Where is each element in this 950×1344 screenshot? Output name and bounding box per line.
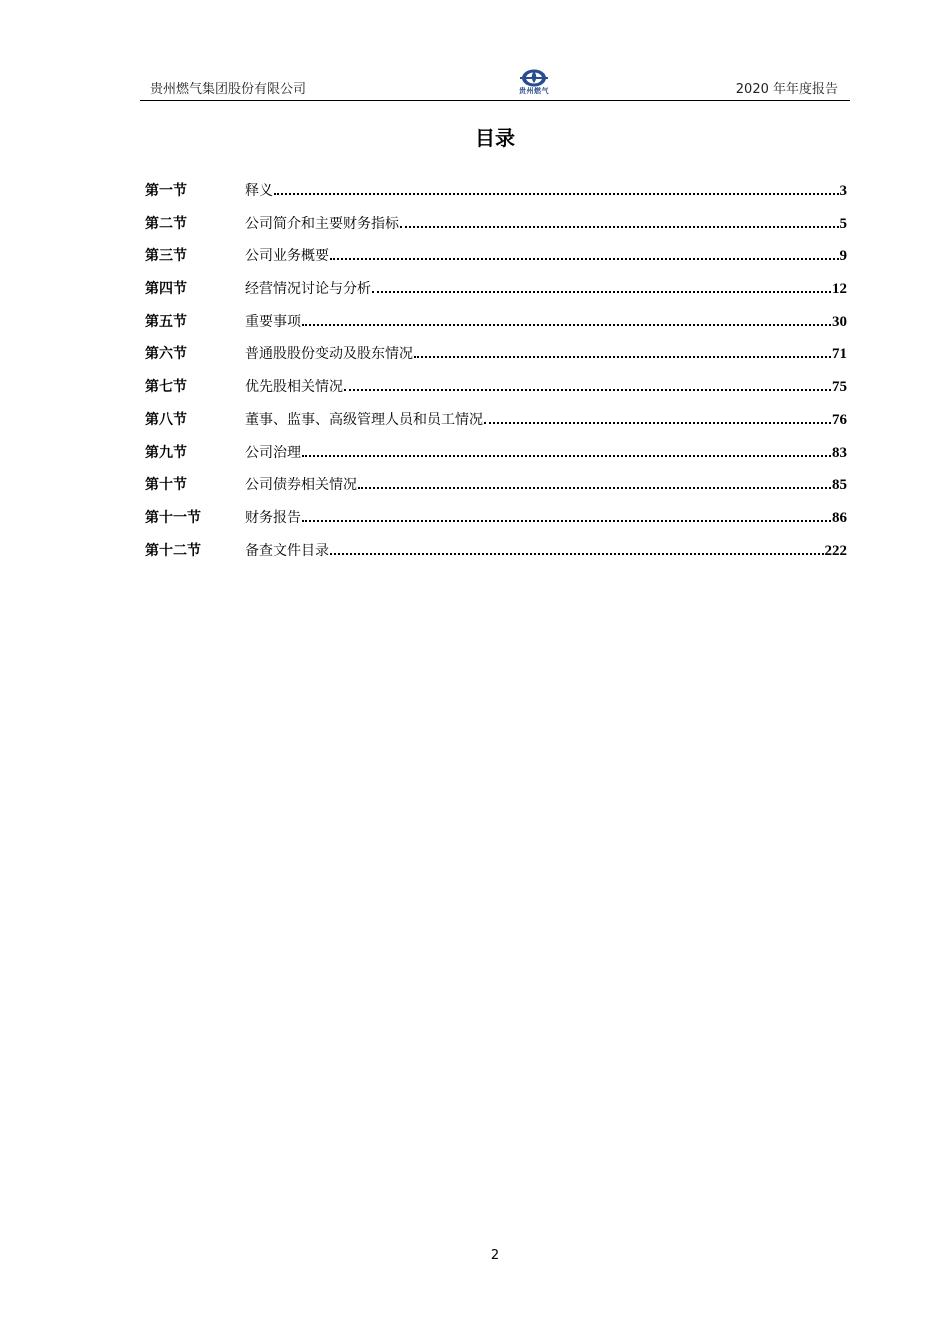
logo-text: 贵州燃气 bbox=[519, 87, 549, 95]
toc-leader-dots bbox=[358, 486, 831, 489]
toc-section-label: 第五节 bbox=[145, 313, 187, 330]
toc-section-label: 第十节 bbox=[145, 477, 187, 494]
toc-page-number: 3 bbox=[839, 183, 847, 199]
toc-entry[interactable] bbox=[145, 409, 847, 442]
toc-page-number: 222 bbox=[824, 542, 847, 559]
toc-section-label: 第七节 bbox=[145, 379, 187, 396]
toc-entry-title: 财务报告 bbox=[245, 509, 301, 526]
toc-leader-dots bbox=[302, 519, 831, 522]
toc-section-label: 第一节 bbox=[145, 183, 187, 199]
toc-section-label: 第四节 bbox=[145, 281, 187, 298]
toc-section-label: 第三节 bbox=[145, 248, 187, 265]
page-header bbox=[140, 66, 850, 101]
toc-leader-dots bbox=[330, 552, 824, 555]
toc-leader-dots bbox=[274, 192, 839, 195]
toc-page-number: 71 bbox=[832, 346, 847, 363]
toc-page-number: 5 bbox=[839, 215, 847, 232]
toc-entry-title: 公司债券相关情况 bbox=[245, 477, 357, 494]
toc-entry-title: 普通股股份变动及股东情况 bbox=[245, 346, 413, 363]
toc-leader-dots bbox=[372, 290, 831, 293]
toc-entry[interactable] bbox=[145, 343, 847, 376]
toc-page-number: 85 bbox=[832, 477, 847, 494]
toc-section-label: 第九节 bbox=[145, 444, 187, 461]
toc-leader-dots bbox=[302, 323, 831, 326]
toc-entry[interactable] bbox=[145, 474, 847, 507]
toc-section-label: 第十二节 bbox=[145, 542, 201, 559]
toc-entry-title: 公司业务概要 bbox=[245, 248, 329, 265]
toc-page-number: 76 bbox=[832, 411, 847, 428]
toc-entry[interactable] bbox=[145, 213, 847, 246]
toc-entry[interactable] bbox=[145, 540, 847, 573]
page-number: 2 bbox=[490, 1248, 500, 1263]
toc-entry[interactable] bbox=[145, 507, 847, 540]
toc-page-number: 86 bbox=[832, 509, 847, 526]
toc-leader-dots bbox=[330, 257, 839, 260]
toc-page-number: 30 bbox=[832, 313, 847, 330]
company-logo bbox=[506, 68, 562, 98]
toc-entry[interactable] bbox=[145, 180, 847, 213]
toc-entry-title: 公司简介和主要财务指标 bbox=[245, 215, 399, 232]
page-title: 目录 bbox=[475, 126, 515, 150]
toc-leader-dots bbox=[484, 421, 831, 424]
toc-entry-title: 优先股相关情况 bbox=[245, 379, 343, 396]
table-of-contents bbox=[145, 180, 847, 572]
toc-page-number: 75 bbox=[832, 379, 847, 396]
toc-entry-title: 经营情况讨论与分析 bbox=[245, 281, 371, 298]
toc-entry[interactable] bbox=[145, 376, 847, 409]
toc-entry-title: 释义 bbox=[245, 183, 273, 199]
toc-leader-dots bbox=[344, 388, 831, 391]
toc-page-number: 12 bbox=[832, 281, 847, 298]
toc-leader-dots bbox=[400, 225, 839, 228]
toc-entry-title: 公司治理 bbox=[245, 444, 301, 461]
toc-section-label: 第八节 bbox=[145, 411, 187, 428]
toc-entry-title: 备查文件目录 bbox=[245, 542, 329, 559]
toc-page-number: 9 bbox=[839, 248, 847, 265]
toc-leader-dots bbox=[302, 454, 831, 457]
toc-section-label: 第十一节 bbox=[145, 509, 201, 526]
toc-entry[interactable] bbox=[145, 311, 847, 344]
toc-section-label: 第二节 bbox=[145, 215, 187, 232]
gas-flame-logo-icon bbox=[506, 68, 562, 88]
report-name: 2020 年年度报告 bbox=[735, 82, 838, 97]
toc-entry[interactable] bbox=[145, 278, 847, 311]
toc-entry[interactable] bbox=[145, 245, 847, 278]
company-name: 贵州燃气集团股份有限公司 bbox=[150, 82, 307, 97]
toc-entry-title: 董事、监事、高级管理人员和员工情况 bbox=[245, 411, 483, 428]
toc-leader-dots bbox=[414, 355, 831, 358]
toc-section-label: 第六节 bbox=[145, 346, 187, 363]
toc-entry[interactable] bbox=[145, 442, 847, 475]
toc-page-number: 83 bbox=[832, 444, 847, 461]
toc-entry-title: 重要事项 bbox=[245, 313, 301, 330]
